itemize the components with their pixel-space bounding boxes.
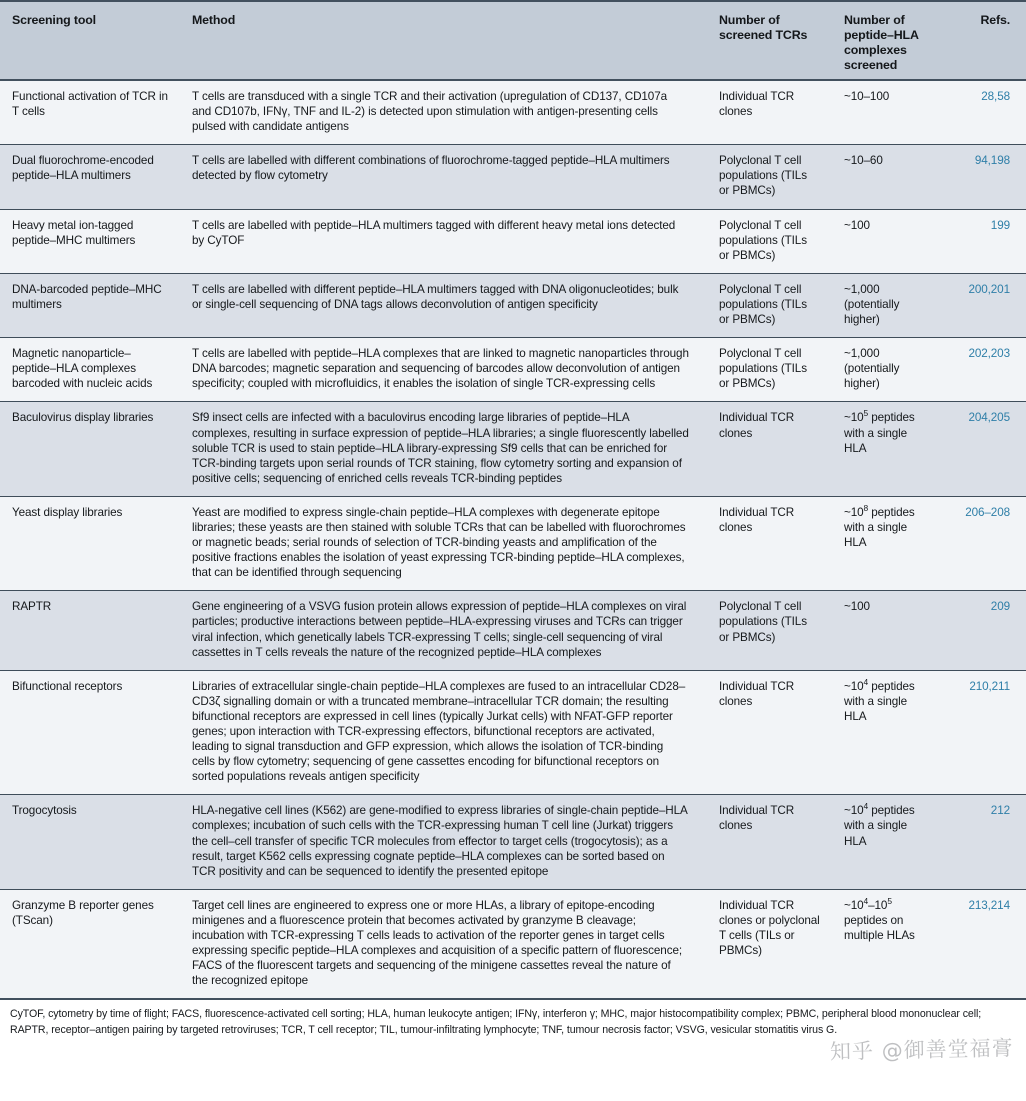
cell-screening-tool: Yeast display libraries bbox=[0, 496, 180, 590]
cell-refs[interactable]: 206–208 bbox=[942, 496, 1026, 590]
column-header-complexes-line1: Number of bbox=[844, 13, 905, 27]
cell-screening-tool: RAPTR bbox=[0, 591, 180, 670]
column-header-screened-tcrs-line1: Number of bbox=[719, 13, 780, 27]
header-spacer bbox=[12, 28, 168, 64]
cell-method: Target cell lines are engineered to express one or more HLAs, a library of epitope-encoding minigenes and a fluorescence protein that becomes activated by granzyme B cleavage; incubation with TCR-expressing T cells leads to activation of the reporter genes in target cells expressing specific peptide–HLA complexes and acquisition of a specific pattern of fluorescence; FACS of the fluorescent targets and sequencing of the minigene cassettes reveal the nature of the recognized epitope bbox=[180, 889, 707, 998]
cell-refs[interactable]: 199 bbox=[942, 209, 1026, 273]
cell-peptide-hla-complexes: ~10–100 bbox=[832, 80, 942, 145]
table-row bbox=[0, 795, 1026, 889]
cell-screening-tool: Bifunctional receptors bbox=[0, 670, 180, 795]
table-header bbox=[0, 1, 1026, 80]
cell-refs[interactable]: 94,198 bbox=[942, 145, 1026, 209]
column-header-complexes-line2: peptide–HLA bbox=[844, 28, 919, 42]
cell-peptide-hla-complexes: $\sim 10^5$ peptides with a single HLA bbox=[832, 402, 942, 496]
column-header-complexes-line4: screened bbox=[844, 58, 898, 72]
cell-peptide-hla-complexes: $\sim 10^8$ peptides with a single HLA bbox=[832, 496, 942, 590]
cell-method: T cells are labelled with different peptide–HLA multimers tagged with DNA oligonucleotides; bulk or single-cell sequencing of DNA tags allows deconvolution of antigen specificity bbox=[180, 273, 707, 337]
cell-screened-tcrs: Polyclonal T cell populations (TILs or PBMCs) bbox=[707, 338, 832, 402]
cell-peptide-hla-complexes: ~1,000 (potentially higher) bbox=[832, 273, 942, 337]
column-header-peptide-hla-complexes bbox=[832, 1, 942, 80]
cell-peptide-hla-complexes: $\sim 10^4$ peptides with a single HLA bbox=[832, 795, 942, 889]
cell-method: T cells are labelled with different combinations of fluorochrome-tagged peptide–HLA multimers detected by flow cytometry bbox=[180, 145, 707, 209]
cell-peptide-hla-complexes: $\sim 10^4$ peptides with a single HLA bbox=[832, 670, 942, 795]
cell-refs[interactable]: 204,205 bbox=[942, 402, 1026, 496]
column-header-method bbox=[180, 1, 707, 80]
cell-screened-tcrs: Individual TCR clones bbox=[707, 496, 832, 590]
table-header-row bbox=[0, 1, 1026, 80]
cell-method: Libraries of extracellular single-chain peptide–HLA complexes are fused to an intracellular CD28–CD3ζ signalling domain or with a truncated membrane–intracellular TCR domain; the resulting bifunctional receptors are expressed in cell lines (typically Jurkat cells) with NFAT-GFP reporter genes; upon interaction with TCR-expressing effectors, bifunctional receptors are activated, leading to signal transduction and GFP expression, which allows the isolation of TCR-binding cells by flow cytometry; sequencing of gene cassettes encoding for bifunctional receptors on sorted populations reveals antigen specificity bbox=[180, 670, 707, 795]
table-row bbox=[0, 670, 1026, 795]
cell-refs[interactable]: 200,201 bbox=[942, 273, 1026, 337]
table-footnote bbox=[0, 998, 1026, 1037]
cell-peptide-hla-complexes: ~100 bbox=[832, 591, 942, 670]
table-row bbox=[0, 889, 1026, 998]
cell-method: T cells are transduced with a single TCR and their activation (upregulation of CD137, CD107a and CD107b, IFNγ, TNF and IL-2) is detected upon stimulation with antigen-presenting cells pulsed with candidate antigens bbox=[180, 80, 707, 145]
table-body bbox=[0, 80, 1026, 998]
cell-screened-tcrs: Polyclonal T cell populations (TILs or PBMCs) bbox=[707, 145, 832, 209]
cell-screened-tcrs: Individual TCR clones or polyclonal T cells (TILs or PBMCs) bbox=[707, 889, 832, 998]
cell-screening-tool: Dual fluorochrome-encoded peptide–HLA multimers bbox=[0, 145, 180, 209]
column-header-refs bbox=[942, 1, 1026, 80]
cell-method: T cells are labelled with peptide–HLA complexes that are linked to magnetic nanoparticles through DNA barcodes; magnetic separation and sequencing of barcodes allow deconvolution of antigen specificity; coupled with microfluidics, it enables the isolation of single TCR-expressing cells bbox=[180, 338, 707, 402]
cell-screened-tcrs: Polyclonal T cell populations (TILs or PBMCs) bbox=[707, 273, 832, 337]
footnote-abbreviations: CyTOF, cytometry by time of flight; FACS, fluorescence-activated cell sorting; HLA, human leukocyte antigen; IFNγ, interferon γ; MHC, major histocompatibility complex; PBMC, peripheral blood mononuclear cell; RAPTR, receptor–antigen pairing by targeted retroviruses; TCR, T cell receptor; TIL, tumour-infiltrating lymphocyte; TNF, tumour necrosis factor; VSVG, vesicular stomatitis virus G. bbox=[10, 1008, 982, 1036]
cell-peptide-hla-complexes: ~100 bbox=[832, 209, 942, 273]
cell-method: Gene engineering of a VSVG fusion protein allows expression of peptide–HLA complexes on viral particles; productive interactions between peptide–HLA-expressing viruses and TCRs can trigger viral infection, which genetically labels TCR-expressing T cells; single-cell sequencing of viral cassettes in T cells reveals the nature of the recognized peptide–HLA complexes bbox=[180, 591, 707, 670]
table-row bbox=[0, 145, 1026, 209]
column-header-complexes-line3: complexes bbox=[844, 43, 907, 57]
cell-screening-tool: Baculovirus display libraries bbox=[0, 402, 180, 496]
cell-refs[interactable]: 28,58 bbox=[942, 80, 1026, 145]
table-row bbox=[0, 209, 1026, 273]
column-header-screened-tcrs-line2: screened TCRs bbox=[719, 28, 808, 42]
table-row bbox=[0, 80, 1026, 145]
cell-refs[interactable]: 213,214 bbox=[942, 889, 1026, 998]
cell-screened-tcrs: Individual TCR clones bbox=[707, 80, 832, 145]
cell-screened-tcrs: Individual TCR clones bbox=[707, 795, 832, 889]
cell-screened-tcrs: Individual TCR clones bbox=[707, 402, 832, 496]
cell-screened-tcrs: Polyclonal T cell populations (TILs or PBMCs) bbox=[707, 209, 832, 273]
column-header-screening-tool bbox=[0, 1, 180, 80]
table-row bbox=[0, 273, 1026, 337]
cell-screening-tool: DNA-barcoded peptide–MHC multimers bbox=[0, 273, 180, 337]
table-row bbox=[0, 591, 1026, 670]
cell-method: HLA-negative cell lines (K562) are gene-modified to express libraries of single-chain peptide–HLA complexes; incubation of such cells with the TCR-expressing human T cell line (Jurkat) triggers the cell–cell transfer of specific TCR molecules from effector to target cells (trogocytosis); as a result, target K562 cells expressing cognate peptide–HLA complexes can be sorted based on TCR positivity and can be sequenced to identify the presented epitope bbox=[180, 795, 707, 889]
cell-peptide-hla-complexes: ~1,000 (potentially higher) bbox=[832, 338, 942, 402]
cell-screening-tool: Functional activation of TCR in T cells bbox=[0, 80, 180, 145]
cell-refs[interactable]: 210,211 bbox=[942, 670, 1026, 795]
column-header-refs-label: Refs. bbox=[980, 13, 1010, 27]
cell-screened-tcrs: Polyclonal T cell populations (TILs or PBMCs) bbox=[707, 591, 832, 670]
cell-refs[interactable]: 202,203 bbox=[942, 338, 1026, 402]
cell-method: T cells are labelled with peptide–HLA multimers tagged with different heavy metal ions detected by CyTOF bbox=[180, 209, 707, 273]
cell-method: Yeast are modified to express single-chain peptide–HLA complexes with degenerate epitope libraries; these yeasts are then stained with soluble TCRs that can be labelled with fluorochromes or magnetic beads; serial rounds of selection of TCR-binding yeasts and amplification of the positive fractions enables the isolation of yeast expressing TCR-binding peptide–HLA complexes, that can be identified through sequencing bbox=[180, 496, 707, 590]
column-header-screening-tool-label: Screening tool bbox=[12, 13, 96, 27]
cell-screening-tool: Granzyme B reporter genes (TScan) bbox=[0, 889, 180, 998]
table-row bbox=[0, 496, 1026, 590]
cell-refs[interactable]: 212 bbox=[942, 795, 1026, 889]
cell-screening-tool: Magnetic nanoparticle–peptide–HLA complexes barcoded with nucleic acids bbox=[0, 338, 180, 402]
column-header-screened-tcrs bbox=[707, 1, 832, 80]
cell-screening-tool: Trogocytosis bbox=[0, 795, 180, 889]
cell-peptide-hla-complexes: $\sim 10^4-10^5$ peptides on multiple HLAs bbox=[832, 889, 942, 998]
cell-screening-tool: Heavy metal ion-tagged peptide–MHC multimers bbox=[0, 209, 180, 273]
cell-peptide-hla-complexes: ~10–60 bbox=[832, 145, 942, 209]
zhihu-watermark: 知乎 @御善堂福膏 bbox=[830, 1036, 1015, 1064]
cell-method: Sf9 insect cells are infected with a baculovirus encoding large libraries of peptide–HLA complexes, resulting in surface expression of peptide–HLA libraries; a single fluorescently labelled soluble TCR is used to stain peptide–HLA library-expressing Sf9 cells that can be enriched for TCR-binding targets upon serial rounds of TCR staining, flow cytometry sorting and expansion of positive cells; sequencing of enriched cells reveals TCR-binding peptides bbox=[180, 402, 707, 496]
cell-refs[interactable]: 209 bbox=[942, 591, 1026, 670]
cell-screened-tcrs: Individual TCR clones bbox=[707, 670, 832, 795]
column-header-method-label: Method bbox=[192, 13, 236, 27]
table-row bbox=[0, 338, 1026, 402]
table-row bbox=[0, 402, 1026, 496]
